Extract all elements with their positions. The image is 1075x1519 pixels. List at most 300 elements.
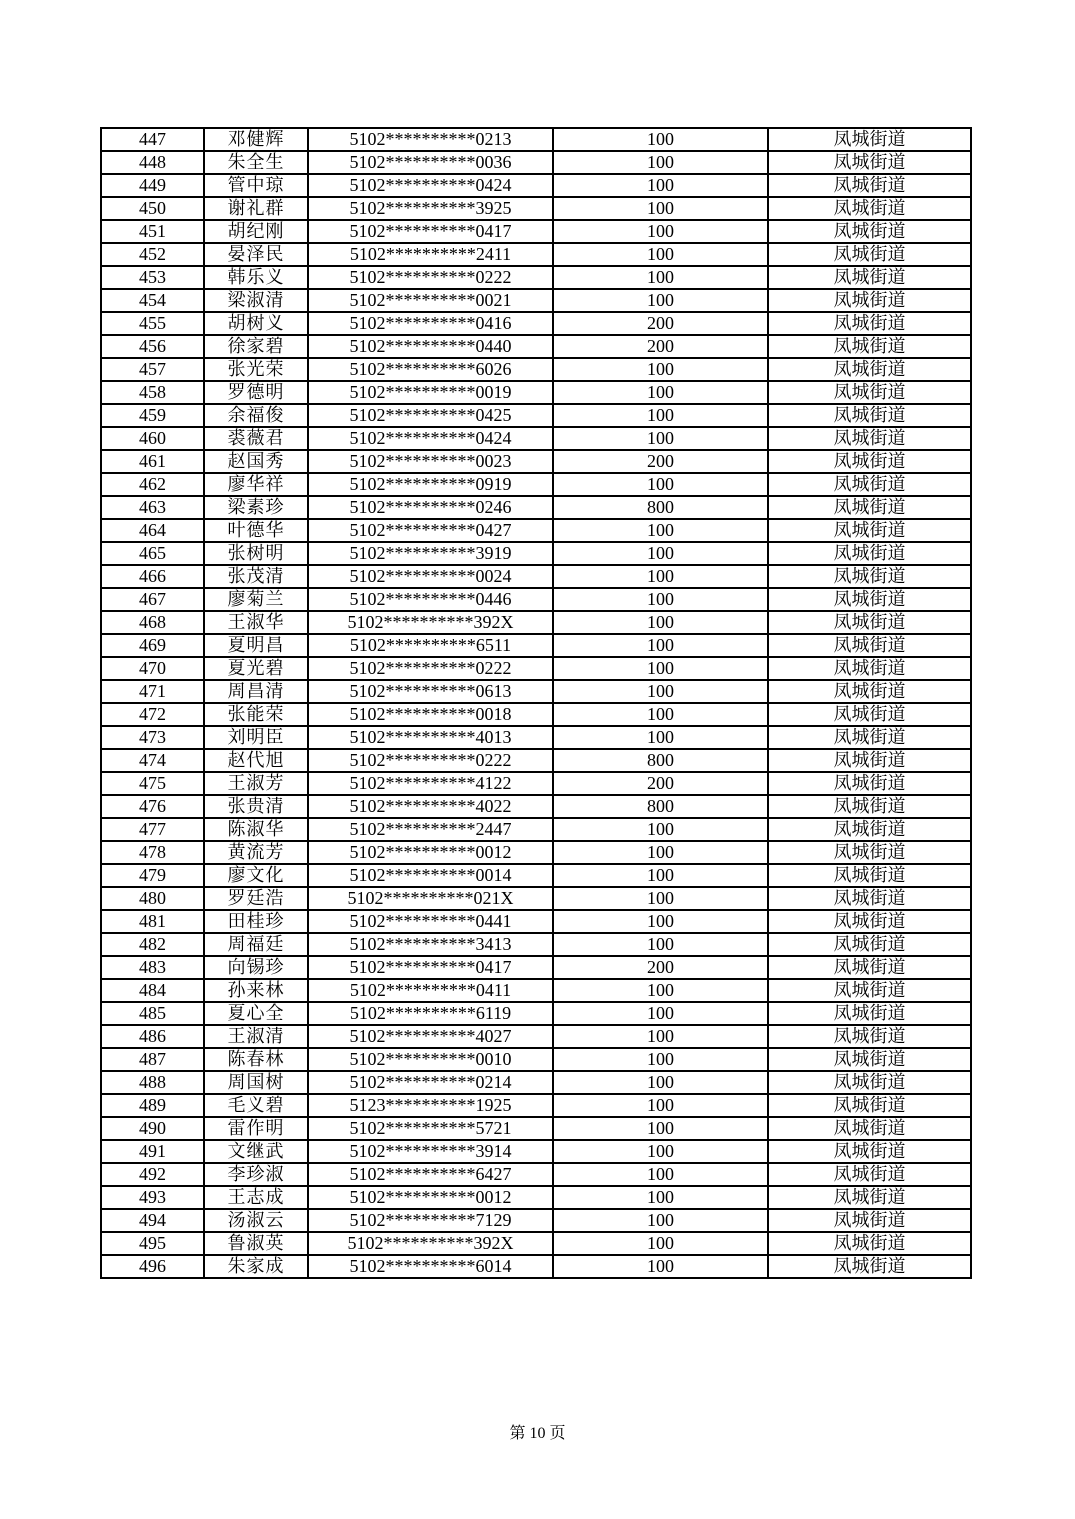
cell-name: 梁素珍 xyxy=(204,496,308,519)
cell-id-masked: 5102**********0222 xyxy=(308,749,553,772)
table-row xyxy=(101,818,971,841)
cell-id-masked: 5102**********392X xyxy=(308,611,553,634)
cell-amount: 100 xyxy=(553,542,768,565)
cell-amount: 100 xyxy=(553,473,768,496)
cell-id-masked: 5102**********0613 xyxy=(308,680,553,703)
cell-name: 张树明 xyxy=(204,542,308,565)
cell-serial: 478 xyxy=(101,841,204,864)
table-row xyxy=(101,289,971,312)
cell-district: 凤城街道 xyxy=(768,726,971,749)
cell-district: 凤城街道 xyxy=(768,128,971,151)
cell-district: 凤城街道 xyxy=(768,197,971,220)
cell-name: 胡纪刚 xyxy=(204,220,308,243)
cell-district: 凤城街道 xyxy=(768,565,971,588)
cell-amount: 800 xyxy=(553,496,768,519)
cell-serial: 484 xyxy=(101,979,204,1002)
cell-serial: 447 xyxy=(101,128,204,151)
cell-id-masked: 5102**********0446 xyxy=(308,588,553,611)
cell-id-masked: 5102**********0023 xyxy=(308,450,553,473)
cell-amount: 100 xyxy=(553,174,768,197)
cell-name: 王淑芳 xyxy=(204,772,308,795)
cell-district: 凤城街道 xyxy=(768,289,971,312)
table-row xyxy=(101,266,971,289)
roster-table xyxy=(100,127,972,1279)
cell-serial: 463 xyxy=(101,496,204,519)
cell-amount: 100 xyxy=(553,197,768,220)
cell-id-masked: 5102**********0012 xyxy=(308,841,553,864)
table-row xyxy=(101,749,971,772)
cell-district: 凤城街道 xyxy=(768,519,971,542)
cell-serial: 471 xyxy=(101,680,204,703)
cell-amount: 100 xyxy=(553,1002,768,1025)
table-row xyxy=(101,1140,971,1163)
cell-district: 凤城街道 xyxy=(768,588,971,611)
cell-name: 罗廷浩 xyxy=(204,887,308,910)
cell-name: 张贵清 xyxy=(204,795,308,818)
cell-district: 凤城街道 xyxy=(768,1048,971,1071)
cell-name: 赵代旭 xyxy=(204,749,308,772)
cell-district: 凤城街道 xyxy=(768,1140,971,1163)
cell-id-masked: 5102**********6014 xyxy=(308,1255,553,1278)
table-row xyxy=(101,795,971,818)
cell-name: 向锡珍 xyxy=(204,956,308,979)
cell-name: 张光荣 xyxy=(204,358,308,381)
cell-district: 凤城街道 xyxy=(768,427,971,450)
cell-name: 胡树义 xyxy=(204,312,308,335)
cell-id-masked: 5123**********1925 xyxy=(308,1094,553,1117)
cell-serial: 450 xyxy=(101,197,204,220)
cell-id-masked: 5102**********6427 xyxy=(308,1163,553,1186)
table-row xyxy=(101,634,971,657)
cell-serial: 468 xyxy=(101,611,204,634)
table-row xyxy=(101,1232,971,1255)
cell-id-masked: 5102**********0024 xyxy=(308,565,553,588)
cell-district: 凤城街道 xyxy=(768,634,971,657)
cell-name: 陈春林 xyxy=(204,1048,308,1071)
cell-id-masked: 5102**********0417 xyxy=(308,956,553,979)
cell-district: 凤城街道 xyxy=(768,220,971,243)
cell-name: 张茂清 xyxy=(204,565,308,588)
cell-id-masked: 5102**********0440 xyxy=(308,335,553,358)
cell-name: 陈淑华 xyxy=(204,818,308,841)
cell-serial: 473 xyxy=(101,726,204,749)
cell-serial: 459 xyxy=(101,404,204,427)
cell-id-masked: 5102**********0222 xyxy=(308,266,553,289)
cell-id-masked: 5102**********0411 xyxy=(308,979,553,1002)
cell-name: 王志成 xyxy=(204,1186,308,1209)
cell-district: 凤城街道 xyxy=(768,1094,971,1117)
cell-name: 周国树 xyxy=(204,1071,308,1094)
table-row xyxy=(101,312,971,335)
table-row xyxy=(101,220,971,243)
cell-serial: 451 xyxy=(101,220,204,243)
cell-serial: 458 xyxy=(101,381,204,404)
cell-amount: 100 xyxy=(553,1186,768,1209)
table-row xyxy=(101,726,971,749)
cell-name: 裘薇君 xyxy=(204,427,308,450)
cell-district: 凤城街道 xyxy=(768,795,971,818)
cell-name: 徐家碧 xyxy=(204,335,308,358)
cell-district: 凤城街道 xyxy=(768,933,971,956)
table-row xyxy=(101,611,971,634)
cell-amount: 100 xyxy=(553,519,768,542)
table-row xyxy=(101,910,971,933)
cell-name: 李珍淑 xyxy=(204,1163,308,1186)
cell-district: 凤城街道 xyxy=(768,1186,971,1209)
table-row xyxy=(101,197,971,220)
table-row xyxy=(101,1048,971,1071)
cell-name: 王淑清 xyxy=(204,1025,308,1048)
cell-amount: 100 xyxy=(553,151,768,174)
cell-id-masked: 5102**********3914 xyxy=(308,1140,553,1163)
cell-amount: 100 xyxy=(553,818,768,841)
cell-serial: 483 xyxy=(101,956,204,979)
cell-amount: 100 xyxy=(553,611,768,634)
cell-id-masked: 5102**********0427 xyxy=(308,519,553,542)
table-row xyxy=(101,1186,971,1209)
cell-name: 夏光碧 xyxy=(204,657,308,680)
cell-amount: 200 xyxy=(553,335,768,358)
cell-amount: 100 xyxy=(553,680,768,703)
table-row xyxy=(101,565,971,588)
cell-district: 凤城街道 xyxy=(768,312,971,335)
cell-district: 凤城街道 xyxy=(768,151,971,174)
cell-name: 汤淑云 xyxy=(204,1209,308,1232)
cell-district: 凤城街道 xyxy=(768,496,971,519)
cell-district: 凤城街道 xyxy=(768,1025,971,1048)
cell-id-masked: 5102**********0424 xyxy=(308,174,553,197)
table-row xyxy=(101,473,971,496)
cell-id-masked: 5102**********0919 xyxy=(308,473,553,496)
cell-serial: 490 xyxy=(101,1117,204,1140)
cell-id-masked: 5102**********0417 xyxy=(308,220,553,243)
cell-serial: 470 xyxy=(101,657,204,680)
cell-name: 韩乐义 xyxy=(204,266,308,289)
table-row xyxy=(101,1255,971,1278)
cell-district: 凤城街道 xyxy=(768,818,971,841)
cell-id-masked: 5102**********021X xyxy=(308,887,553,910)
cell-name: 雷作明 xyxy=(204,1117,308,1140)
cell-amount: 800 xyxy=(553,795,768,818)
cell-serial: 466 xyxy=(101,565,204,588)
table-row xyxy=(101,1071,971,1094)
table-row xyxy=(101,979,971,1002)
table-row xyxy=(101,335,971,358)
cell-serial: 474 xyxy=(101,749,204,772)
cell-name: 文继武 xyxy=(204,1140,308,1163)
table-row xyxy=(101,864,971,887)
cell-id-masked: 5102**********0019 xyxy=(308,381,553,404)
cell-id-masked: 5102**********6119 xyxy=(308,1002,553,1025)
cell-name: 夏明昌 xyxy=(204,634,308,657)
cell-amount: 100 xyxy=(553,887,768,910)
cell-name: 邓健辉 xyxy=(204,128,308,151)
cell-id-masked: 5102**********392X xyxy=(308,1232,553,1255)
cell-district: 凤城街道 xyxy=(768,680,971,703)
cell-id-masked: 5102**********4122 xyxy=(308,772,553,795)
cell-amount: 100 xyxy=(553,1071,768,1094)
cell-amount: 100 xyxy=(553,657,768,680)
cell-id-masked: 5102**********7129 xyxy=(308,1209,553,1232)
table-row xyxy=(101,657,971,680)
cell-name: 张能荣 xyxy=(204,703,308,726)
cell-district: 凤城街道 xyxy=(768,243,971,266)
cell-serial: 455 xyxy=(101,312,204,335)
cell-name: 余福俊 xyxy=(204,404,308,427)
cell-amount: 200 xyxy=(553,312,768,335)
cell-district: 凤城街道 xyxy=(768,1071,971,1094)
cell-serial: 469 xyxy=(101,634,204,657)
cell-id-masked: 5102**********0441 xyxy=(308,910,553,933)
cell-serial: 448 xyxy=(101,151,204,174)
cell-id-masked: 5102**********4013 xyxy=(308,726,553,749)
cell-amount: 100 xyxy=(553,1255,768,1278)
cell-name: 廖华祥 xyxy=(204,473,308,496)
cell-name: 梁淑清 xyxy=(204,289,308,312)
cell-serial: 452 xyxy=(101,243,204,266)
table-row xyxy=(101,772,971,795)
table-row xyxy=(101,542,971,565)
cell-district: 凤城街道 xyxy=(768,381,971,404)
cell-serial: 492 xyxy=(101,1163,204,1186)
cell-name: 谢礼群 xyxy=(204,197,308,220)
table-row xyxy=(101,1209,971,1232)
cell-district: 凤城街道 xyxy=(768,358,971,381)
cell-name: 周昌清 xyxy=(204,680,308,703)
cell-id-masked: 5102**********0010 xyxy=(308,1048,553,1071)
cell-serial: 460 xyxy=(101,427,204,450)
cell-name: 叶德华 xyxy=(204,519,308,542)
cell-district: 凤城街道 xyxy=(768,1117,971,1140)
cell-serial: 487 xyxy=(101,1048,204,1071)
table-row xyxy=(101,1094,971,1117)
cell-amount: 100 xyxy=(553,910,768,933)
cell-amount: 100 xyxy=(553,404,768,427)
cell-district: 凤城街道 xyxy=(768,1209,971,1232)
cell-amount: 100 xyxy=(553,1094,768,1117)
table-row xyxy=(101,243,971,266)
cell-serial: 479 xyxy=(101,864,204,887)
table-row xyxy=(101,887,971,910)
cell-name: 黄流芳 xyxy=(204,841,308,864)
cell-amount: 100 xyxy=(553,289,768,312)
cell-amount: 100 xyxy=(553,427,768,450)
cell-serial: 488 xyxy=(101,1071,204,1094)
cell-amount: 200 xyxy=(553,956,768,979)
cell-name: 王淑华 xyxy=(204,611,308,634)
cell-serial: 472 xyxy=(101,703,204,726)
cell-serial: 449 xyxy=(101,174,204,197)
cell-amount: 100 xyxy=(553,864,768,887)
cell-name: 罗德明 xyxy=(204,381,308,404)
table-row xyxy=(101,151,971,174)
cell-serial: 462 xyxy=(101,473,204,496)
cell-amount: 100 xyxy=(553,1209,768,1232)
cell-district: 凤城街道 xyxy=(768,1163,971,1186)
cell-district: 凤城街道 xyxy=(768,956,971,979)
cell-district: 凤城街道 xyxy=(768,749,971,772)
cell-id-masked: 5102**********0222 xyxy=(308,657,553,680)
cell-name: 廖文化 xyxy=(204,864,308,887)
cell-serial: 496 xyxy=(101,1255,204,1278)
cell-amount: 100 xyxy=(553,979,768,1002)
cell-district: 凤城街道 xyxy=(768,404,971,427)
cell-amount: 200 xyxy=(553,450,768,473)
cell-district: 凤城街道 xyxy=(768,266,971,289)
cell-district: 凤城街道 xyxy=(768,473,971,496)
cell-name: 鲁淑英 xyxy=(204,1232,308,1255)
cell-id-masked: 5102**********3919 xyxy=(308,542,553,565)
cell-amount: 100 xyxy=(553,634,768,657)
cell-amount: 100 xyxy=(553,381,768,404)
cell-id-masked: 5102**********5721 xyxy=(308,1117,553,1140)
cell-id-masked: 5102**********0018 xyxy=(308,703,553,726)
cell-amount: 100 xyxy=(553,220,768,243)
cell-name: 夏心全 xyxy=(204,1002,308,1025)
cell-id-masked: 5102**********0213 xyxy=(308,128,553,151)
cell-district: 凤城街道 xyxy=(768,174,971,197)
cell-amount: 200 xyxy=(553,772,768,795)
cell-name: 管中琼 xyxy=(204,174,308,197)
cell-amount: 100 xyxy=(553,933,768,956)
cell-serial: 495 xyxy=(101,1232,204,1255)
cell-district: 凤城街道 xyxy=(768,887,971,910)
cell-id-masked: 5102**********4027 xyxy=(308,1025,553,1048)
cell-serial: 465 xyxy=(101,542,204,565)
cell-serial: 456 xyxy=(101,335,204,358)
cell-name: 田桂珍 xyxy=(204,910,308,933)
cell-district: 凤城街道 xyxy=(768,1232,971,1255)
table-row xyxy=(101,519,971,542)
table-row xyxy=(101,1117,971,1140)
cell-id-masked: 5102**********0416 xyxy=(308,312,553,335)
cell-district: 凤城街道 xyxy=(768,1255,971,1278)
cell-name: 晏泽民 xyxy=(204,243,308,266)
cell-id-masked: 5102**********2447 xyxy=(308,818,553,841)
table-row xyxy=(101,174,971,197)
cell-name: 孙来林 xyxy=(204,979,308,1002)
cell-amount: 100 xyxy=(553,1025,768,1048)
cell-id-masked: 5102**********0424 xyxy=(308,427,553,450)
cell-amount: 800 xyxy=(553,749,768,772)
cell-amount: 100 xyxy=(553,266,768,289)
table-row xyxy=(101,128,971,151)
cell-id-masked: 5102**********0012 xyxy=(308,1186,553,1209)
cell-serial: 454 xyxy=(101,289,204,312)
table-row xyxy=(101,841,971,864)
page-number-label: 第 10 页 xyxy=(509,1425,566,1442)
table-row xyxy=(101,381,971,404)
cell-serial: 477 xyxy=(101,818,204,841)
cell-amount: 100 xyxy=(553,243,768,266)
cell-amount: 100 xyxy=(553,1140,768,1163)
roster-table-body xyxy=(101,128,971,1278)
table-row xyxy=(101,404,971,427)
cell-serial: 453 xyxy=(101,266,204,289)
cell-id-masked: 5102**********3413 xyxy=(308,933,553,956)
table-row xyxy=(101,956,971,979)
cell-serial: 457 xyxy=(101,358,204,381)
cell-id-masked: 5102**********4022 xyxy=(308,795,553,818)
cell-name: 赵国秀 xyxy=(204,450,308,473)
cell-id-masked: 5102**********0014 xyxy=(308,864,553,887)
cell-serial: 480 xyxy=(101,887,204,910)
cell-serial: 493 xyxy=(101,1186,204,1209)
cell-id-masked: 5102**********6511 xyxy=(308,634,553,657)
cell-amount: 100 xyxy=(553,841,768,864)
cell-amount: 100 xyxy=(553,358,768,381)
cell-name: 周福廷 xyxy=(204,933,308,956)
table-row xyxy=(101,680,971,703)
cell-id-masked: 5102**********0214 xyxy=(308,1071,553,1094)
cell-id-masked: 5102**********0425 xyxy=(308,404,553,427)
cell-id-masked: 5102**********6026 xyxy=(308,358,553,381)
cell-amount: 100 xyxy=(553,588,768,611)
cell-district: 凤城街道 xyxy=(768,611,971,634)
cell-serial: 461 xyxy=(101,450,204,473)
cell-district: 凤城街道 xyxy=(768,910,971,933)
table-row xyxy=(101,1025,971,1048)
cell-name: 刘明臣 xyxy=(204,726,308,749)
cell-id-masked: 5102**********0246 xyxy=(308,496,553,519)
cell-serial: 489 xyxy=(101,1094,204,1117)
cell-serial: 481 xyxy=(101,910,204,933)
cell-id-masked: 5102**********2411 xyxy=(308,243,553,266)
cell-amount: 100 xyxy=(553,726,768,749)
cell-serial: 475 xyxy=(101,772,204,795)
table-row xyxy=(101,496,971,519)
cell-amount: 100 xyxy=(553,1232,768,1255)
table-row xyxy=(101,1163,971,1186)
cell-district: 凤城街道 xyxy=(768,772,971,795)
table-row xyxy=(101,1002,971,1025)
cell-amount: 100 xyxy=(553,1163,768,1186)
cell-amount: 100 xyxy=(553,128,768,151)
table-row xyxy=(101,450,971,473)
table-row xyxy=(101,427,971,450)
cell-serial: 476 xyxy=(101,795,204,818)
cell-serial: 464 xyxy=(101,519,204,542)
cell-name: 毛义碧 xyxy=(204,1094,308,1117)
cell-serial: 491 xyxy=(101,1140,204,1163)
cell-district: 凤城街道 xyxy=(768,979,971,1002)
table-row xyxy=(101,703,971,726)
cell-id-masked: 5102**********3925 xyxy=(308,197,553,220)
cell-name: 朱全生 xyxy=(204,151,308,174)
cell-district: 凤城街道 xyxy=(768,450,971,473)
cell-district: 凤城街道 xyxy=(768,841,971,864)
cell-serial: 482 xyxy=(101,933,204,956)
cell-name: 廖菊兰 xyxy=(204,588,308,611)
cell-serial: 486 xyxy=(101,1025,204,1048)
cell-district: 凤城街道 xyxy=(768,1002,971,1025)
cell-serial: 467 xyxy=(101,588,204,611)
cell-amount: 100 xyxy=(553,1048,768,1071)
cell-district: 凤城街道 xyxy=(768,703,971,726)
page-footer xyxy=(0,1420,1075,1443)
cell-id-masked: 5102**********0021 xyxy=(308,289,553,312)
cell-id-masked: 5102**********0036 xyxy=(308,151,553,174)
table-row xyxy=(101,358,971,381)
cell-district: 凤城街道 xyxy=(768,335,971,358)
table-row xyxy=(101,933,971,956)
cell-amount: 100 xyxy=(553,565,768,588)
cell-district: 凤城街道 xyxy=(768,657,971,680)
cell-amount: 100 xyxy=(553,703,768,726)
cell-name: 朱家成 xyxy=(204,1255,308,1278)
cell-amount: 100 xyxy=(553,1117,768,1140)
cell-district: 凤城街道 xyxy=(768,542,971,565)
